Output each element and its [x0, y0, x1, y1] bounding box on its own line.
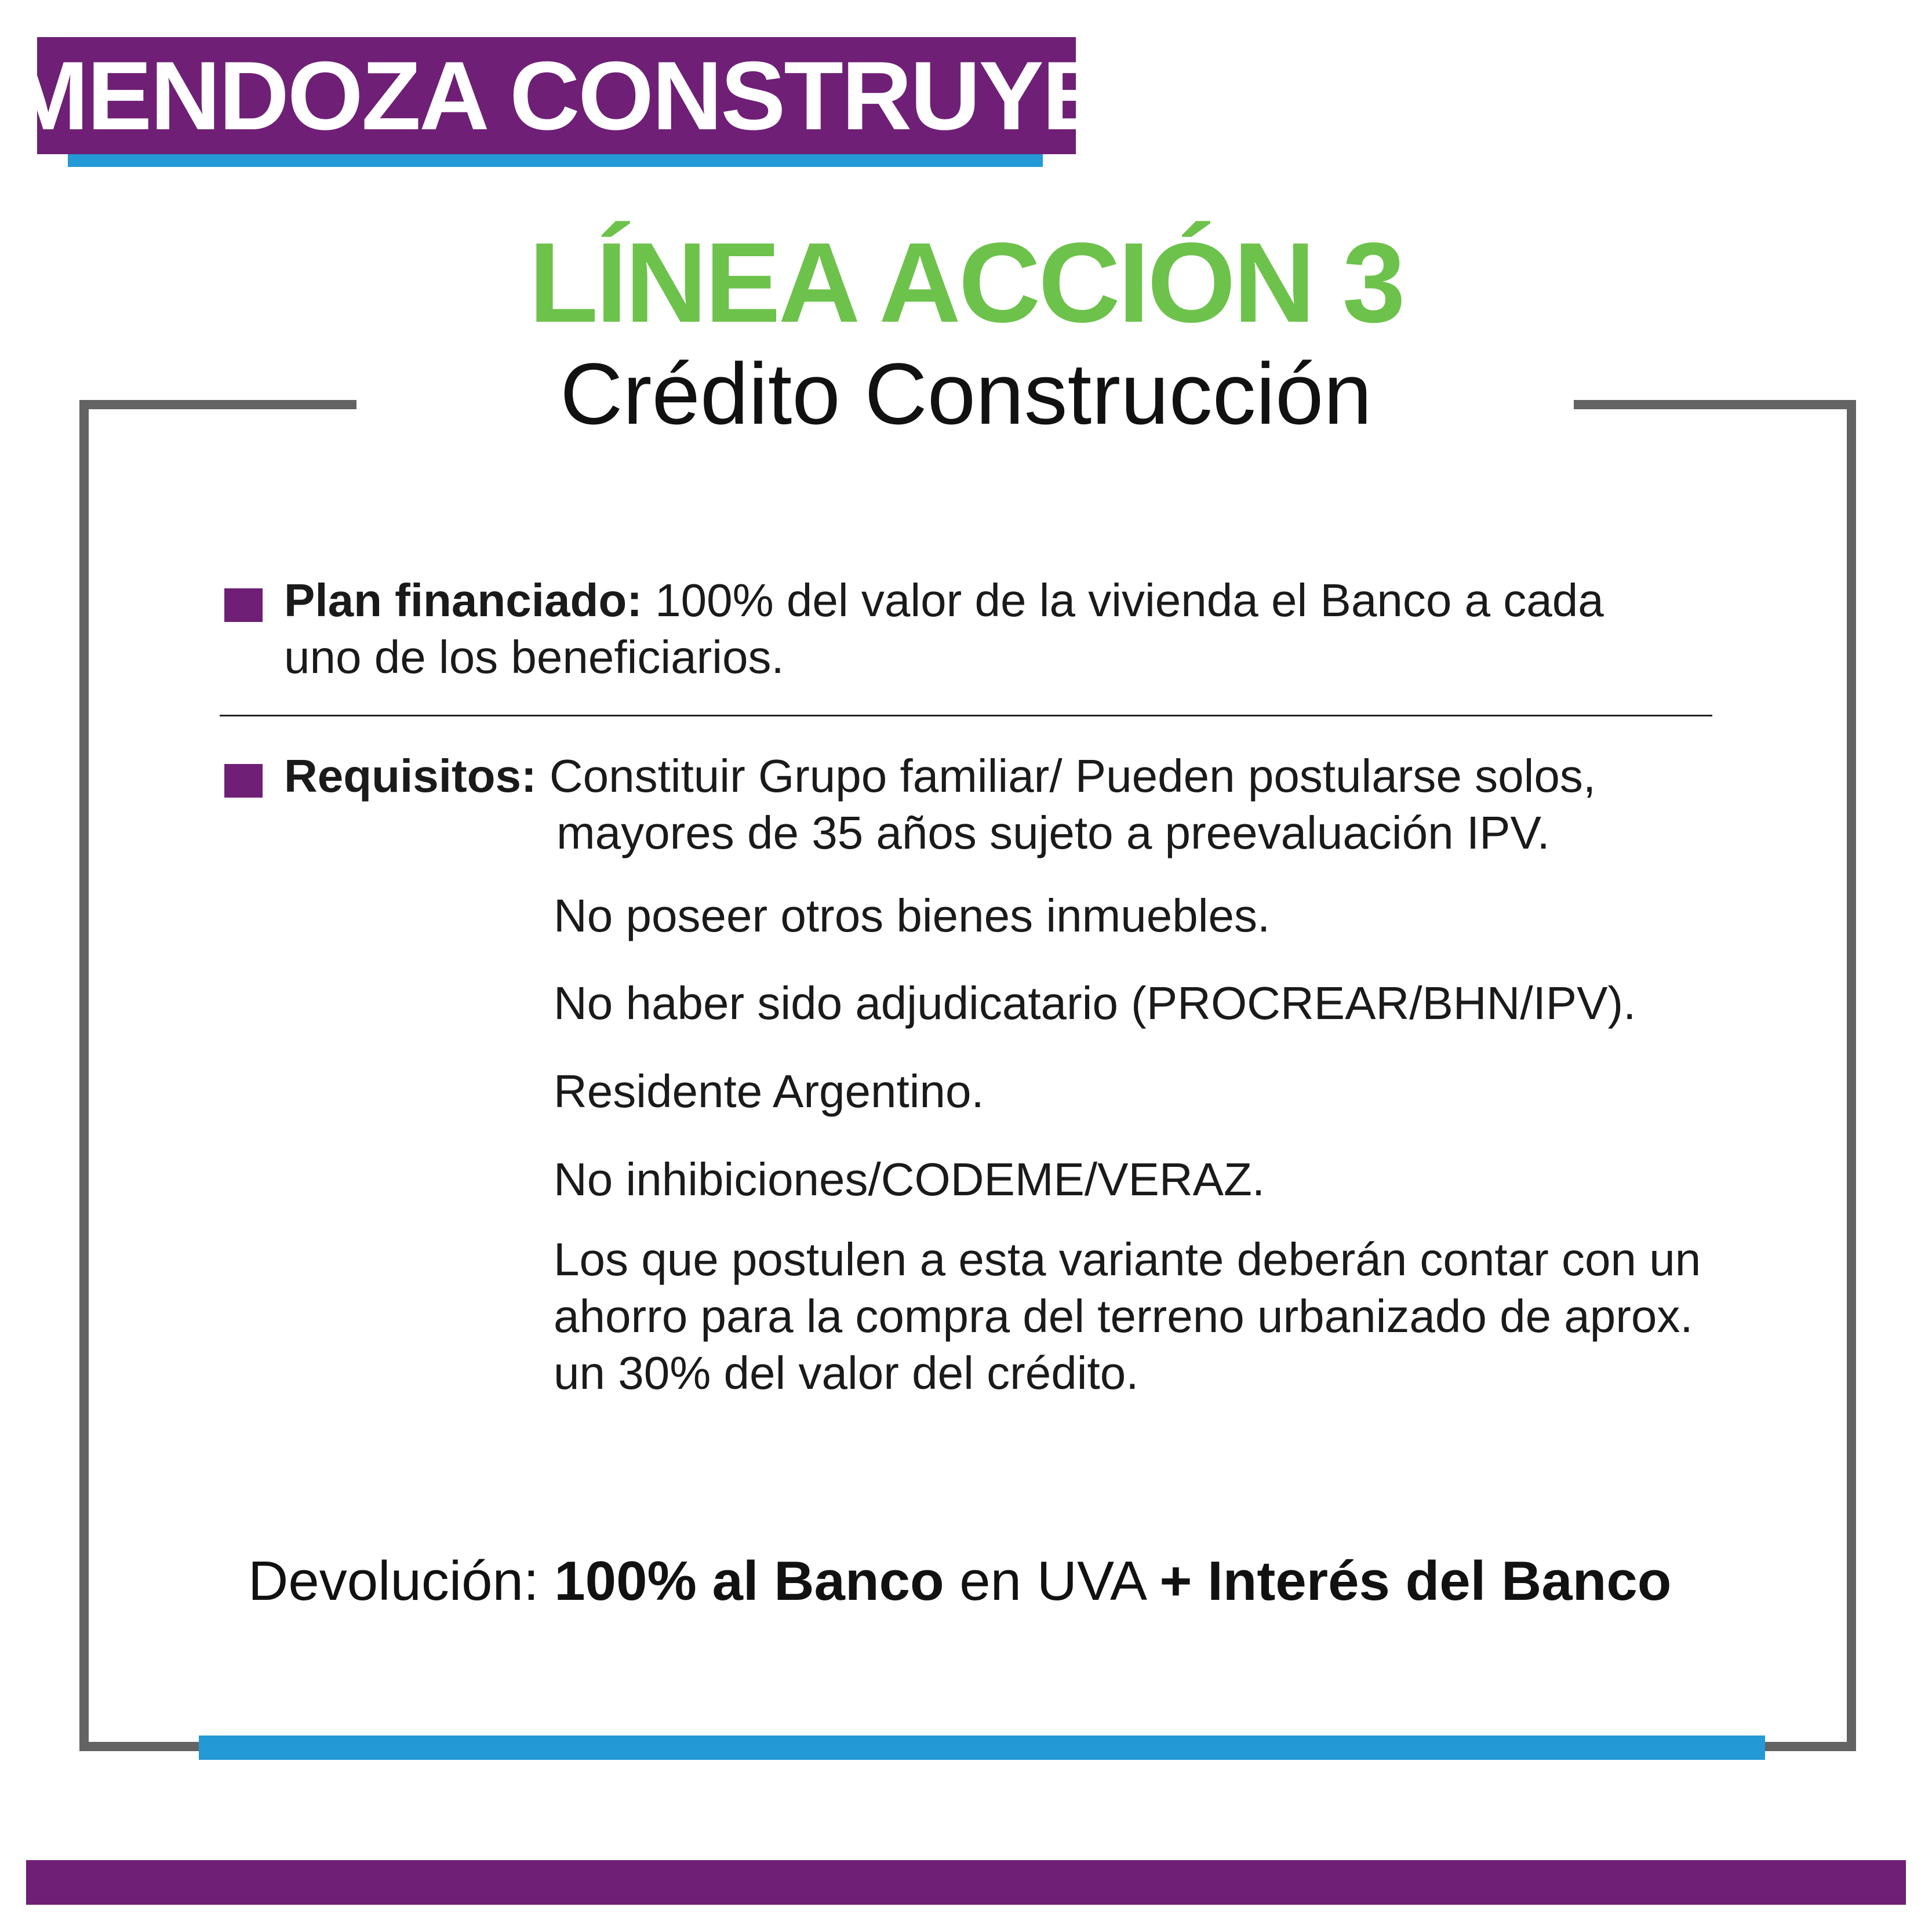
- plan-line-2: uno de los beneficiarios.: [284, 631, 784, 683]
- requisitos-line-1: [284, 748, 1596, 804]
- ahorro-line: Los que postulen a esta variante deberán contar con un: [554, 1234, 1701, 1285]
- header-underline: [68, 154, 1043, 167]
- header-title: MENDOZA CONSTRUYE: [8, 41, 1105, 150]
- requisito-item: Residente Argentino.: [554, 1065, 984, 1117]
- requisitos-label: Requisitos:: [284, 750, 537, 802]
- divider: [220, 715, 1712, 716]
- header-banner: [8, 37, 1105, 154]
- frame-left: [79, 400, 89, 1751]
- ahorro-line: ahorro para la compra del terreno urbanizado de aprox.: [554, 1290, 1693, 1342]
- bullet-square-icon: [224, 588, 263, 622]
- frame-top-left: [79, 400, 356, 409]
- section-title: LÍNEA ACCIÓN 3: [529, 219, 1403, 346]
- requisito-item: No inhibiciones/CODEME/VERAZ.: [554, 1154, 1265, 1205]
- requisito-item: No haber sido adjudicatario (PROCREAR/BHN/IPV).: [554, 977, 1636, 1029]
- frame-bottom-accent: [199, 1735, 1765, 1760]
- footer-bar: [26, 1860, 1906, 1905]
- section-subtitle: Crédito Construcción: [560, 345, 1372, 442]
- requisito-item: No poseer otros bienes inmuebles.: [554, 890, 1271, 941]
- requisitos-text-line1: Constituir Grupo familiar/ Pueden postularse solos,: [536, 750, 1596, 802]
- plan-text-line1: 100% del valor de la vivienda el Banco a cada: [642, 574, 1604, 626]
- ahorro-line: un 30% del valor del crédito.: [554, 1347, 1139, 1399]
- devolucion-middle: en UVA: [944, 1550, 1160, 1612]
- frame-top-right: [1574, 400, 1856, 409]
- devolucion-line: [248, 1551, 1671, 1612]
- plan-line-1: [284, 573, 1604, 628]
- bullet-square-icon: [224, 764, 263, 798]
- plan-label: Plan financiado:: [284, 574, 642, 626]
- devolucion-bold-2: + Interés del Banco: [1159, 1550, 1672, 1612]
- requisitos-line-2: mayores de 35 años sujeto a preevaluación IPV.: [556, 807, 1550, 858]
- devolucion-label: Devolución:: [248, 1550, 555, 1612]
- devolucion-bold-1: 100% al Banco: [554, 1550, 944, 1612]
- frame-right: [1847, 400, 1856, 1751]
